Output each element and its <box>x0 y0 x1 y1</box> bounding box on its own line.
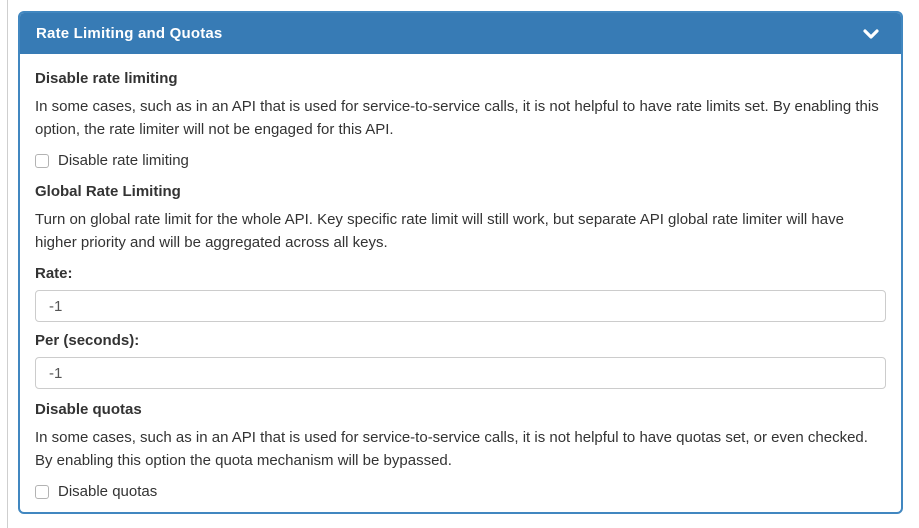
disable-rate-limiting-heading: Disable rate limiting <box>35 70 178 87</box>
disable-quotas-checkbox-label[interactable]: Disable quotas <box>58 483 158 500</box>
disable-rate-limiting-description: In some cases, such as in an API that is used for service-to-service calls, it is not helpful to have rate limits set. By enabling this option, the rate limiter will not be engaged for this API. <box>35 98 879 138</box>
global-rate-limiting-description: Turn on global rate limit for the whole API. Key specific rate limit will still work, but separate API global rate limiter will have higher priority and will be aggregated across all keys. <box>35 211 844 251</box>
rate-limiting-panel <box>18 11 903 514</box>
per-seconds-label: Per (seconds): <box>35 332 140 349</box>
panel-body <box>20 54 901 500</box>
panel-title: Rate Limiting and Quotas <box>36 25 223 42</box>
per-seconds-input[interactable] <box>35 357 886 389</box>
disable-rate-limiting-checkbox[interactable] <box>35 154 49 168</box>
disable-quotas-checkbox-row <box>35 483 886 500</box>
chevron-down-icon[interactable] <box>863 26 879 42</box>
rate-label: Rate: <box>35 265 73 282</box>
disable-quotas-heading: Disable quotas <box>35 401 142 418</box>
disable-quotas-checkbox[interactable] <box>35 485 49 499</box>
disable-rate-limiting-checkbox-label[interactable]: Disable rate limiting <box>58 152 189 169</box>
rate-input[interactable] <box>35 290 886 322</box>
disable-quotas-description: In some cases, such as in an API that is used for service-to-service calls, it is not helpful to have quotas set, or even checked. By enabling this option the quota mechanism will be bypassed. <box>35 429 868 469</box>
disable-rate-limiting-checkbox-row <box>35 152 886 169</box>
rate-limiting-panel-header[interactable] <box>20 13 901 54</box>
global-rate-limiting-heading: Global Rate Limiting <box>35 183 181 200</box>
page-left-divider <box>7 0 8 528</box>
